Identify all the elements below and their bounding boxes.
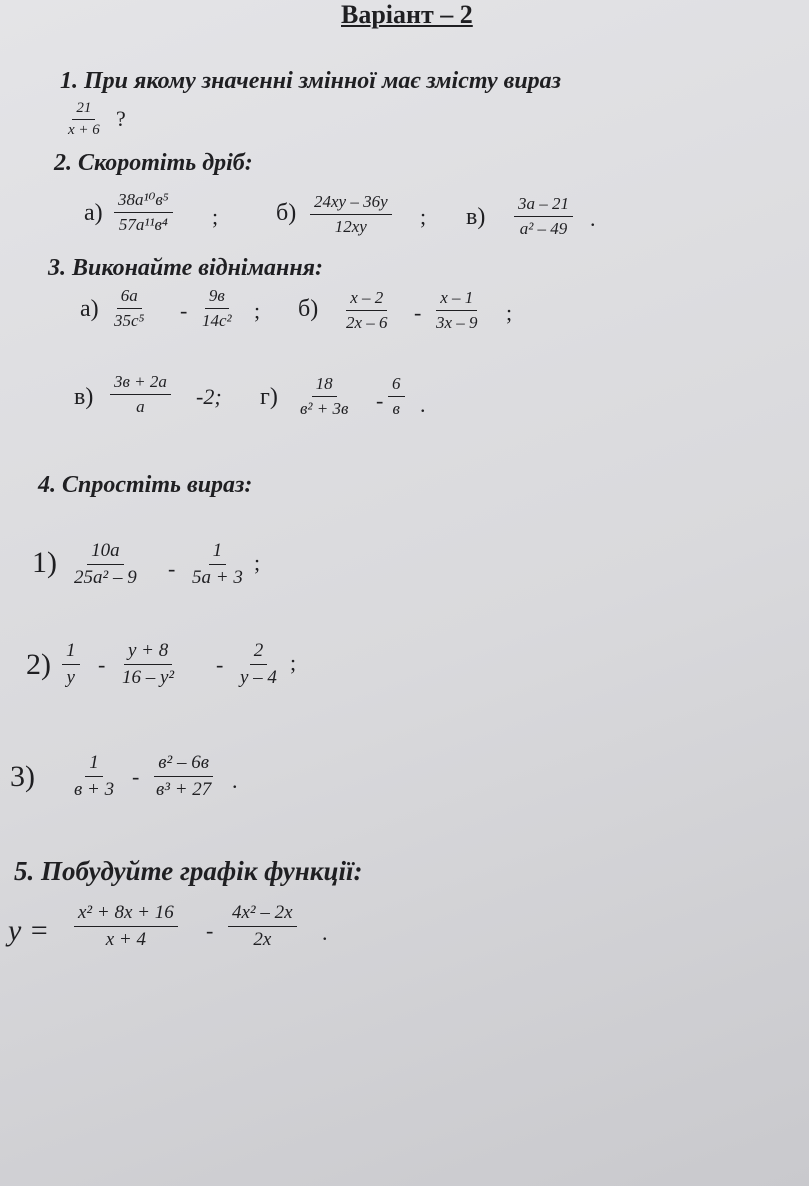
task4-3-minus: - <box>132 764 140 789</box>
task1-question-mark: ? <box>116 106 126 131</box>
task4-header: 4. Спростіть вираз: <box>38 472 253 498</box>
task3-a-fraction1 <box>110 286 148 331</box>
task2-c-separator: . <box>590 206 596 231</box>
task3-c-label: в) <box>74 384 94 410</box>
task4-3-separator: . <box>232 768 238 793</box>
task2-c-denominator: a² – 49 <box>519 219 568 238</box>
task3-b-separator: ; <box>506 300 513 325</box>
task4-3-fraction1 <box>70 752 118 801</box>
task2-a-denominator: 57a¹¹в⁴ <box>118 215 168 234</box>
task4-2-fraction1 <box>62 640 80 689</box>
task3-b-fraction1 <box>342 288 392 333</box>
task3-a-label: а) <box>80 296 99 322</box>
task2-c-numerator: 3a – 21 <box>514 194 573 217</box>
task1-denominator: x + 6 <box>68 122 100 138</box>
task3-d-minus: - <box>376 388 384 413</box>
task2-b-separator: ; <box>420 204 427 229</box>
task3-b-f1-numerator: x – 2 <box>346 288 387 311</box>
task4-1-fraction1 <box>70 540 141 589</box>
task1-header: 1. При якому значенні змінної має змісту вираз <box>60 68 562 94</box>
task5-f1-numerator: x² + 8x + 16 <box>74 902 178 927</box>
task3-a-separator: ; <box>254 298 261 323</box>
task3-b-f1-denominator: 2x – 6 <box>346 313 388 332</box>
task3-b-f2-numerator: x – 1 <box>436 288 477 311</box>
task4-3-label: 3) <box>10 760 35 793</box>
task3-a-minus: - <box>180 298 188 323</box>
task5-f2-numerator: 4x² – 2x <box>228 902 297 927</box>
task3-c-f1-denominator: a <box>136 397 145 416</box>
task3-a-f2-denominator: 14c² <box>202 311 232 330</box>
task3-a-f1-numerator: 6a <box>117 286 142 309</box>
task3-d-fraction1 <box>296 374 352 419</box>
task3-d-separator: . <box>420 392 426 417</box>
task3-d-f2-numerator: 6 <box>388 374 405 397</box>
task5-lhs: y = <box>8 914 50 947</box>
task1-fraction <box>64 100 104 139</box>
task5-header: 5. Побудуйте графік функції: <box>14 856 363 886</box>
task5-separator: . <box>322 920 328 945</box>
task5-fraction1 <box>74 902 178 951</box>
task3-a-fraction2 <box>198 286 236 331</box>
task3-header: 3. Виконайте віднімання: <box>48 255 324 281</box>
task4-2-separator: ; <box>290 650 297 675</box>
task4-2-fraction2 <box>118 640 178 689</box>
task3-b-f2-denominator: 3x – 9 <box>436 313 478 332</box>
task4-1-label: 1) <box>32 546 57 579</box>
task3-d-f1-numerator: 18 <box>312 374 337 397</box>
task4-1-f2-denominator: 5a + 3 <box>192 567 243 588</box>
task3-d-f2-denominator: в <box>392 399 400 418</box>
task2-a-label: а) <box>84 200 103 226</box>
task3-c-tail: -2; <box>196 384 222 409</box>
page-title: Варіант – 2 <box>341 0 473 29</box>
task4-2-minus1: - <box>98 652 106 677</box>
task4-2-f3-denominator: y – 4 <box>240 667 277 688</box>
task4-2-f2-numerator: y + 8 <box>124 640 172 665</box>
task2-header: 2. Скоротіть дріб: <box>54 150 253 176</box>
task3-a-f2-numerator: 9в <box>205 286 229 309</box>
task4-1-f2-numerator: 1 <box>209 540 227 565</box>
task3-b-fraction2 <box>432 288 482 333</box>
task3-d-label: г) <box>260 384 278 410</box>
task1-numerator: 21 <box>72 100 95 120</box>
task3-c-f1-numerator: 3в + 2a <box>110 372 171 395</box>
task4-2-minus2: - <box>216 652 224 677</box>
task4-3-f2-numerator: в² – 6в <box>154 752 213 777</box>
task4-3-f1-denominator: в + 3 <box>74 779 115 800</box>
task3-d-f1-denominator: в² + 3в <box>300 399 349 418</box>
task2-a-separator: ; <box>212 204 219 229</box>
task4-2-label: 2) <box>26 648 51 681</box>
task4-1-f1-denominator: 25a² – 9 <box>74 567 137 588</box>
task4-2-f3-numerator: 2 <box>250 640 268 665</box>
task3-b-minus: - <box>414 300 422 325</box>
task2-c-fraction <box>514 194 573 239</box>
task2-c-label: в) <box>466 204 486 230</box>
task2-a-fraction <box>114 190 173 235</box>
task2-b-label: б) <box>276 200 297 226</box>
task5-f1-denominator: x + 4 <box>105 929 146 950</box>
task2-b-fraction <box>310 192 392 237</box>
task3-a-f1-denominator: 35c⁵ <box>114 311 145 330</box>
task4-2-fraction3 <box>236 640 281 689</box>
task4-1-separator: ; <box>254 550 261 575</box>
task5-fraction2 <box>228 902 297 951</box>
task4-3-fraction2 <box>152 752 215 801</box>
task5-minus: - <box>206 918 214 943</box>
task4-1-f1-numerator: 10a <box>87 540 124 565</box>
task2-b-denominator: 12xy <box>334 217 367 236</box>
task3-b-label: б) <box>298 296 319 322</box>
task4-1-fraction2 <box>188 540 247 589</box>
task4-2-f1-denominator: y <box>66 667 75 688</box>
task2-b-numerator: 24xy – 36y <box>310 192 392 215</box>
task4-2-f2-denominator: 16 – y² <box>122 667 175 688</box>
task4-3-f1-numerator: 1 <box>85 752 103 777</box>
task3-c-fraction1 <box>110 372 171 417</box>
task4-3-f2-denominator: в³ + 27 <box>156 779 212 800</box>
task4-1-minus: - <box>168 556 176 581</box>
task4-2-f1-numerator: 1 <box>62 640 80 665</box>
task5-f2-denominator: 2x <box>253 929 272 950</box>
task2-a-numerator: 38a¹⁰в⁵ <box>114 190 173 213</box>
task3-d-fraction2 <box>388 374 405 419</box>
